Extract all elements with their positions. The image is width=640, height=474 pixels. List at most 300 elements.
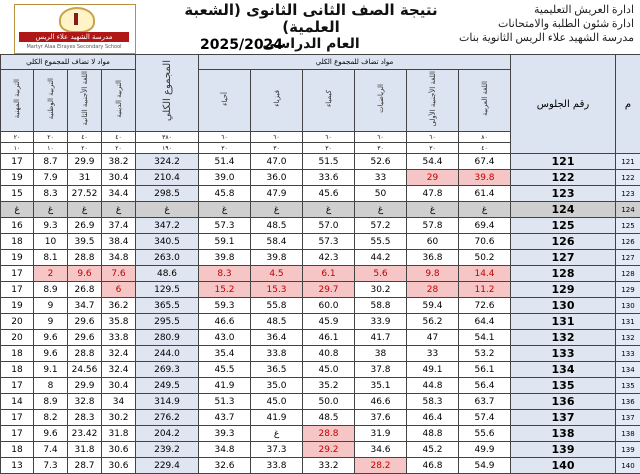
table-row — [1, 362, 640, 378]
cell-vocational: غ — [1, 202, 34, 218]
cell-citizenship: 9.6 — [34, 426, 68, 442]
cell-total: 276.2 — [136, 410, 199, 426]
cell-foreign1: 47.8 — [407, 186, 459, 202]
cell-index: 127 — [616, 250, 640, 266]
cell-physics: 58.4 — [251, 234, 303, 250]
cell-foreign2: 28.8 — [68, 250, 102, 266]
cell-physics: 48.5 — [251, 314, 303, 330]
cell-math: 37.8 — [355, 362, 407, 378]
cell-math: 50 — [355, 186, 407, 202]
table-row — [1, 410, 640, 426]
table-row — [1, 282, 640, 298]
cell-vocational: 17 — [1, 378, 34, 394]
cell-biology: 32.6 — [199, 458, 251, 474]
cell-vocational: 17 — [1, 410, 34, 426]
cell-math: غ — [355, 202, 407, 218]
cell-arabic: 64.4 — [459, 314, 511, 330]
cell-math: 33 — [355, 170, 407, 186]
table-row — [1, 298, 640, 314]
cell-index: 139 — [616, 442, 640, 458]
cell-vocational: 17 — [1, 266, 34, 282]
min-arabic: ٤٠ — [459, 143, 511, 154]
cell-religion: 30.2 — [102, 410, 136, 426]
col-citizenship-label: التربية الوطنية — [47, 78, 55, 119]
cell-foreign1: 54.4 — [407, 154, 459, 170]
cell-foreign2: 27.52 — [68, 186, 102, 202]
cell-seat-number: 124 — [511, 202, 616, 218]
cell-index: 137 — [616, 410, 640, 426]
cell-foreign1: 60 — [407, 234, 459, 250]
cell-biology: غ — [199, 202, 251, 218]
cell-foreign1: 49.1 — [407, 362, 459, 378]
max-chemistry: ٦٠ — [303, 132, 355, 143]
min-foreign1: ٣٠ — [407, 143, 459, 154]
table-row — [1, 378, 640, 394]
cell-physics: 45.0 — [251, 394, 303, 410]
cell-chemistry: 57.3 — [303, 234, 355, 250]
cell-physics: 36.0 — [251, 170, 303, 186]
cell-citizenship: 9.1 — [34, 362, 68, 378]
results-table — [0, 54, 640, 474]
cell-total: 280.9 — [136, 330, 199, 346]
logo-banner: مدرسة الشهيد علاء الريس — [19, 32, 129, 42]
min-math: ٣٠ — [355, 143, 407, 154]
cell-arabic: 61.4 — [459, 186, 511, 202]
cell-religion: 6 — [102, 282, 136, 298]
cell-religion: 35.8 — [102, 314, 136, 330]
cell-index: 123 — [616, 186, 640, 202]
cell-total: 365.5 — [136, 298, 199, 314]
page-subtitle: العام الدراسى — [176, 36, 446, 52]
cell-arabic: 63.7 — [459, 394, 511, 410]
col-citizenship — [34, 70, 68, 132]
cell-index: 140 — [616, 458, 640, 474]
col-total — [136, 55, 199, 132]
cell-vocational: 13 — [1, 458, 34, 474]
cell-vocational: 17 — [1, 282, 34, 298]
cell-religion: 33.8 — [102, 330, 136, 346]
col-math — [355, 70, 407, 132]
cell-math: 38 — [355, 346, 407, 362]
col-index: م — [616, 55, 640, 154]
included-subjects-group: مواد تضاف للمجموع الكلي — [199, 55, 511, 70]
cell-arabic: 54.9 — [459, 458, 511, 474]
cell-chemistry: 50.0 — [303, 394, 355, 410]
cell-seat-number: 132 — [511, 330, 616, 346]
cell-total: 249.5 — [136, 378, 199, 394]
cell-religion: 32.4 — [102, 346, 136, 362]
academic-year: 2025/2024 — [200, 37, 270, 53]
cell-math: 37.6 — [355, 410, 407, 426]
cell-total: 129.5 — [136, 282, 199, 298]
min-biology: ٣٠ — [199, 143, 251, 154]
cell-index: 138 — [616, 426, 640, 442]
cell-foreign2: 34.7 — [68, 298, 102, 314]
cell-foreign2: 24.56 — [68, 362, 102, 378]
cell-citizenship: 7.3 — [34, 458, 68, 474]
cell-chemistry: 45.0 — [303, 362, 355, 378]
cell-total: 263.0 — [136, 250, 199, 266]
min-citizenship: ١٠ — [34, 143, 68, 154]
cell-religion: 32.4 — [102, 362, 136, 378]
cell-arabic: 55.6 — [459, 426, 511, 442]
cell-vocational: 17 — [1, 426, 34, 442]
table-row — [1, 170, 640, 186]
cell-foreign1: 56.2 — [407, 314, 459, 330]
cell-math: 33.9 — [355, 314, 407, 330]
cell-index: 121 — [616, 154, 640, 170]
col-foreign2 — [68, 70, 102, 132]
cell-math: 35.1 — [355, 378, 407, 394]
cell-arabic: 11.2 — [459, 282, 511, 298]
cell-foreign2: 31 — [68, 170, 102, 186]
cell-foreign1: 29 — [407, 170, 459, 186]
max-citizenship: ٢٠ — [34, 132, 68, 143]
cell-vocational: 18 — [1, 234, 34, 250]
logo-subtitle: Martyr Alaa Elrayes Secondary School — [19, 43, 129, 51]
cell-index: 126 — [616, 234, 640, 250]
cell-religion: 38.4 — [102, 234, 136, 250]
cell-physics: 33.8 — [251, 346, 303, 362]
cell-arabic: 49.9 — [459, 442, 511, 458]
cell-biology: 39.8 — [199, 250, 251, 266]
cell-foreign2: 39.5 — [68, 234, 102, 250]
cell-vocational: 20 — [1, 314, 34, 330]
results-body — [1, 154, 640, 474]
cell-arabic: 14.4 — [459, 266, 511, 282]
min-physics: ٣٠ — [251, 143, 303, 154]
col-religion-label: التربية الدينية — [115, 80, 123, 118]
cell-seat-number: 138 — [511, 426, 616, 442]
cell-religion: 34.4 — [102, 186, 136, 202]
table-row — [1, 330, 640, 346]
cell-vocational: 18 — [1, 346, 34, 362]
cell-biology: 35.4 — [199, 346, 251, 362]
cell-biology: 41.9 — [199, 378, 251, 394]
school-logo — [14, 4, 136, 54]
cell-seat-number: 121 — [511, 154, 616, 170]
cell-biology: 8.3 — [199, 266, 251, 282]
cell-citizenship: 8.2 — [34, 410, 68, 426]
table-row — [1, 202, 640, 218]
max-physics: ٦٠ — [251, 132, 303, 143]
cell-foreign1: 45.2 — [407, 442, 459, 458]
excluded-subjects-group: مواد لا تضاف للمجموع الكلي — [1, 55, 136, 70]
cell-index: 136 — [616, 394, 640, 410]
cell-citizenship: 2 — [34, 266, 68, 282]
cell-foreign2: 28.3 — [68, 410, 102, 426]
cell-math: 44.2 — [355, 250, 407, 266]
cell-seat-number: 136 — [511, 394, 616, 410]
org-line-2: ادارة شئون الطلبة والامتحانات — [444, 17, 634, 31]
cell-foreign1: 59.4 — [407, 298, 459, 314]
cell-seat-number: 127 — [511, 250, 616, 266]
cell-arabic: 57.4 — [459, 410, 511, 426]
cell-citizenship: 8.3 — [34, 186, 68, 202]
cell-total: 204.2 — [136, 426, 199, 442]
page-title: نتيجة الصف الثانى الثانوى (الشعبة العلمية) — [176, 2, 446, 36]
table-row — [1, 250, 640, 266]
cell-index: 122 — [616, 170, 640, 186]
cell-vocational: 18 — [1, 362, 34, 378]
cell-total: 298.5 — [136, 186, 199, 202]
cell-arabic: 50.2 — [459, 250, 511, 266]
table-row — [1, 426, 640, 442]
cell-math: 34.6 — [355, 442, 407, 458]
cell-biology: 46.6 — [199, 314, 251, 330]
cell-math: 57.2 — [355, 218, 407, 234]
cell-vocational: 17 — [1, 154, 34, 170]
cell-index: 130 — [616, 298, 640, 314]
max-religion: ٤٠ — [102, 132, 136, 143]
cell-index: 135 — [616, 378, 640, 394]
cell-total: 244.0 — [136, 346, 199, 362]
cell-seat-number: 133 — [511, 346, 616, 362]
min-foreign2: ٢٠ — [68, 143, 102, 154]
cell-index: 132 — [616, 330, 640, 346]
cell-chemistry: 29.2 — [303, 442, 355, 458]
cell-biology: 59.1 — [199, 234, 251, 250]
cell-biology: 15.2 — [199, 282, 251, 298]
cell-index: 129 — [616, 282, 640, 298]
cell-physics: 39.8 — [251, 250, 303, 266]
col-foreign1-label: اللغة الأجنبية الأولى — [429, 71, 437, 127]
col-foreign2-label: اللغة الأجنبية الثانية — [81, 71, 89, 125]
col-seat-number: رقم الجلوس — [511, 55, 616, 154]
cell-seat-number: 134 — [511, 362, 616, 378]
cell-chemistry: 51.5 — [303, 154, 355, 170]
cell-arabic: غ — [459, 202, 511, 218]
school-emblem-icon — [59, 7, 95, 33]
cell-physics: 4.5 — [251, 266, 303, 282]
cell-index: 133 — [616, 346, 640, 362]
cell-math: 46.6 — [355, 394, 407, 410]
cell-religion: 30.6 — [102, 458, 136, 474]
min-chemistry: ٣٠ — [303, 143, 355, 154]
cell-vocational: 18 — [1, 442, 34, 458]
max-math: ٦٠ — [355, 132, 407, 143]
cell-math: 5.6 — [355, 266, 407, 282]
col-total-label: المجموع الكلي — [162, 60, 173, 121]
cell-index: 134 — [616, 362, 640, 378]
cell-chemistry: 48.5 — [303, 410, 355, 426]
org-line-1: ادارة العريش التعليمية — [444, 3, 634, 17]
col-biology — [199, 70, 251, 132]
cell-arabic: 67.4 — [459, 154, 511, 170]
cell-physics: 37.3 — [251, 442, 303, 458]
min-vocational: ١٠ — [1, 143, 34, 154]
cell-citizenship: 10 — [34, 234, 68, 250]
cell-chemistry: 46.1 — [303, 330, 355, 346]
cell-total: 229.4 — [136, 458, 199, 474]
cell-math: 55.5 — [355, 234, 407, 250]
cell-index: 125 — [616, 218, 640, 234]
cell-foreign1: 44.8 — [407, 378, 459, 394]
cell-physics: 33.8 — [251, 458, 303, 474]
cell-physics: 47.0 — [251, 154, 303, 170]
cell-index: 131 — [616, 314, 640, 330]
cell-total: 324.2 — [136, 154, 199, 170]
cell-arabic: 39.8 — [459, 170, 511, 186]
table-row — [1, 442, 640, 458]
cell-physics: 41.9 — [251, 410, 303, 426]
cell-physics: 15.3 — [251, 282, 303, 298]
cell-citizenship: 9 — [34, 298, 68, 314]
cell-total: 48.6 — [136, 266, 199, 282]
cell-biology: 43.0 — [199, 330, 251, 346]
col-chemistry — [303, 70, 355, 132]
cell-seat-number: 123 — [511, 186, 616, 202]
cell-total: 269.3 — [136, 362, 199, 378]
cell-citizenship: 8 — [34, 378, 68, 394]
cell-foreign1: 48.8 — [407, 426, 459, 442]
cell-foreign1: 28 — [407, 282, 459, 298]
cell-religion: 30.6 — [102, 442, 136, 458]
cell-arabic: 56.4 — [459, 378, 511, 394]
cell-vocational: 15 — [1, 186, 34, 202]
cell-total: 340.5 — [136, 234, 199, 250]
cell-vocational: 16 — [1, 218, 34, 234]
cell-foreign1: 47 — [407, 330, 459, 346]
col-foreign1 — [407, 70, 459, 132]
cell-foreign1: 9.8 — [407, 266, 459, 282]
cell-chemistry: 45.9 — [303, 314, 355, 330]
table-row — [1, 154, 640, 170]
cell-vocational: 14 — [1, 394, 34, 410]
cell-math: 28.2 — [355, 458, 407, 474]
cell-chemistry: 35.2 — [303, 378, 355, 394]
cell-vocational: 19 — [1, 298, 34, 314]
max-foreign1: ٦٠ — [407, 132, 459, 143]
col-chemistry-label: كيمياء — [325, 90, 333, 107]
cell-religion: 34.8 — [102, 250, 136, 266]
cell-math: 41.7 — [355, 330, 407, 346]
cell-chemistry: 40.8 — [303, 346, 355, 362]
table-row — [1, 394, 640, 410]
cell-physics: 55.8 — [251, 298, 303, 314]
cell-total: 295.5 — [136, 314, 199, 330]
cell-math: 52.6 — [355, 154, 407, 170]
cell-biology: 59.3 — [199, 298, 251, 314]
cell-math: 31.9 — [355, 426, 407, 442]
cell-seat-number: 140 — [511, 458, 616, 474]
cell-religion: 7.6 — [102, 266, 136, 282]
cell-arabic: 69.4 — [459, 218, 511, 234]
table-row — [1, 346, 640, 362]
cell-chemistry: 28.8 — [303, 426, 355, 442]
cell-arabic: 53.2 — [459, 346, 511, 362]
table-row — [1, 218, 640, 234]
cell-religion: 37.4 — [102, 218, 136, 234]
cell-arabic: 72.6 — [459, 298, 511, 314]
cell-foreign2: 28.8 — [68, 346, 102, 362]
cell-chemistry: 33.6 — [303, 170, 355, 186]
cell-biology: 57.3 — [199, 218, 251, 234]
cell-religion: 30.4 — [102, 170, 136, 186]
col-vocational — [1, 70, 34, 132]
cell-biology: 45.5 — [199, 362, 251, 378]
cell-foreign1: 33 — [407, 346, 459, 362]
cell-seat-number: 129 — [511, 282, 616, 298]
cell-physics: غ — [251, 202, 303, 218]
cell-chemistry: 57.0 — [303, 218, 355, 234]
cell-total: 239.2 — [136, 442, 199, 458]
col-arabic — [459, 70, 511, 132]
cell-citizenship: 9.3 — [34, 218, 68, 234]
cell-math: 30.2 — [355, 282, 407, 298]
table-row — [1, 234, 640, 250]
cell-math: 58.8 — [355, 298, 407, 314]
cell-citizenship: 8.1 — [34, 250, 68, 266]
cell-foreign2: 9.6 — [68, 266, 102, 282]
cell-vocational: 19 — [1, 250, 34, 266]
cell-religion: غ — [102, 202, 136, 218]
cell-foreign2: 29.6 — [68, 314, 102, 330]
page-header — [0, 0, 640, 54]
cell-citizenship: 7.9 — [34, 170, 68, 186]
cell-seat-number: 130 — [511, 298, 616, 314]
cell-religion: 38.2 — [102, 154, 136, 170]
cell-total: 314.9 — [136, 394, 199, 410]
cell-foreign2: 31.8 — [68, 442, 102, 458]
cell-biology: 39.0 — [199, 170, 251, 186]
cell-religion: 30.4 — [102, 378, 136, 394]
cell-foreign1: 46.8 — [407, 458, 459, 474]
cell-vocational: 20 — [1, 330, 34, 346]
max-biology: ٦٠ — [199, 132, 251, 143]
cell-biology: 45.8 — [199, 186, 251, 202]
col-physics — [251, 70, 303, 132]
cell-foreign2: 29.9 — [68, 154, 102, 170]
cell-foreign2: 23.42 — [68, 426, 102, 442]
organization-lines — [444, 3, 634, 45]
max-total: ٣٨٠ — [136, 132, 199, 143]
max-vocational: ٢٠ — [1, 132, 34, 143]
max-foreign2: ٤٠ — [68, 132, 102, 143]
cell-arabic: 56.1 — [459, 362, 511, 378]
cell-total: 210.4 — [136, 170, 199, 186]
cell-physics: 35.0 — [251, 378, 303, 394]
cell-foreign2: 26.8 — [68, 282, 102, 298]
cell-physics: 47.9 — [251, 186, 303, 202]
cell-seat-number: 137 — [511, 410, 616, 426]
table-row — [1, 186, 640, 202]
cell-seat-number: 139 — [511, 442, 616, 458]
cell-foreign2: غ — [68, 202, 102, 218]
cell-seat-number: 131 — [511, 314, 616, 330]
cell-total: غ — [136, 202, 199, 218]
cell-foreign1: 46.4 — [407, 410, 459, 426]
cell-foreign1: 36.8 — [407, 250, 459, 266]
cell-arabic: 70.6 — [459, 234, 511, 250]
cell-biology: 39.3 — [199, 426, 251, 442]
cell-foreign1: 57.8 — [407, 218, 459, 234]
cell-citizenship: 8.9 — [34, 394, 68, 410]
cell-citizenship: 9.6 — [34, 346, 68, 362]
cell-seat-number: 122 — [511, 170, 616, 186]
cell-foreign2: 26.9 — [68, 218, 102, 234]
cell-foreign2: 29.9 — [68, 378, 102, 394]
cell-vocational: 19 — [1, 170, 34, 186]
col-math-label: الرياضيات — [377, 84, 385, 113]
cell-citizenship: غ — [34, 202, 68, 218]
cell-foreign1: 58.3 — [407, 394, 459, 410]
col-religion — [102, 70, 136, 132]
cell-biology: 51.4 — [199, 154, 251, 170]
col-arabic-label: اللغة العربية — [481, 81, 489, 116]
cell-chemistry: 33.2 — [303, 458, 355, 474]
cell-seat-number: 128 — [511, 266, 616, 282]
